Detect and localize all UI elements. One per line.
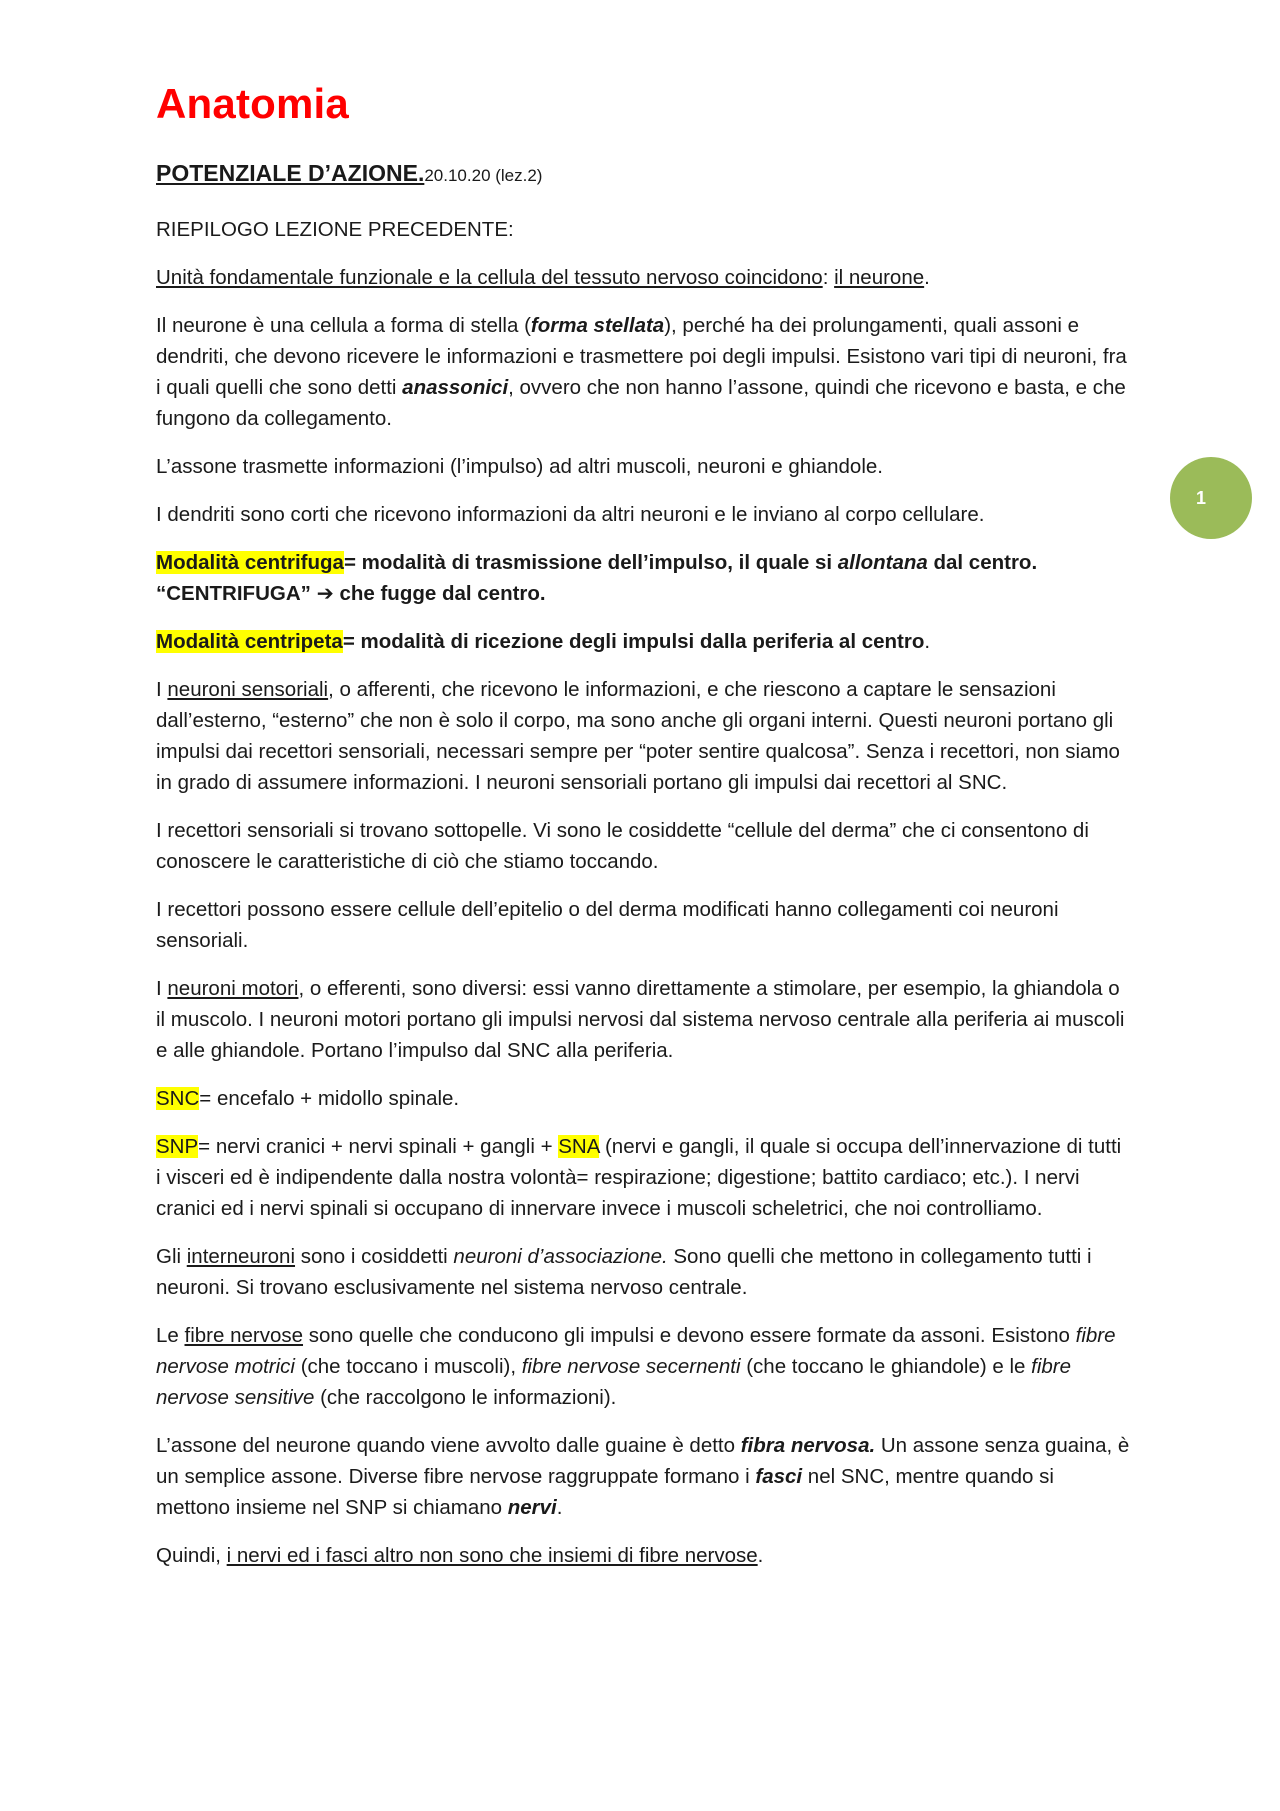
text-run: fasci [755,1465,803,1488]
text-run: (che toccano i muscoli), [295,1355,522,1378]
text-run: I dendriti sono corti che ricevono informazioni da altri neuroni e le inviano al corpo cellulare. [156,503,985,526]
paragraph [156,1241,1131,1303]
text-run: Quindi, [156,1544,227,1567]
paragraph [156,674,1131,798]
underlined-text: i nervi ed i fasci altro non sono che insiemi di fibre nervose [226,1544,758,1567]
lesson-heading [156,160,542,187]
highlighted-text: SNA [558,1135,600,1158]
paragraph [156,499,1131,530]
underlined-text: neuroni sensoriali [167,678,329,701]
text-run: I recettori sensoriali si trovano sottopelle. Vi sono le cosiddette “cellule del derma” che ci consentono di conoscere le caratteristiche di ciò che stiamo toccando. [156,819,1089,873]
text-run: nel SNC, mentre quando si mettono insieme nel SNP si chiamano [156,1465,1054,1519]
text-run: , o efferenti, sono diversi: essi vanno direttamente a stimolare, per esempio, la ghiandola o il muscolo. I neuroni motori portano gli impulsi nervosi dal sistema nervoso centrale alla periferia ai muscoli e alle ghiandole. Portano l’impulso dal SNC alla periferia. [156,977,1125,1062]
text-run: = modalità di trasmissione dell’impulso, il quale si [343,551,838,574]
text-run: Il neurone è una cellula a forma di stella ( [156,314,531,337]
page-number: 1 [1195,487,1206,508]
text-run: = nervi cranici + nervi spinali + gangli + [198,1135,559,1158]
text-run: sono quelle che conducono gli impulsi e devono essere formate da assoni. Esistono [303,1324,1076,1347]
document-body [156,214,1131,1588]
text-run: . [924,630,931,653]
text-run: forma stellata [530,314,665,337]
paragraph [156,547,1131,609]
paragraph [156,214,1131,245]
paragraph [156,973,1131,1066]
text-run: (che raccolgono le informazioni). [314,1386,617,1409]
highlighted-text: SNP [156,1135,199,1158]
lesson-heading-date: 20.10.20 (lez.2) [424,166,543,185]
text-run: = encefalo + midollo spinale. [199,1087,460,1110]
paragraph [156,262,1131,293]
text-run: . [757,1544,764,1567]
text-run: RIEPILOGO LEZIONE PRECEDENTE: [156,218,514,241]
text-run: allontana [837,551,928,574]
text-run: I [156,977,168,1000]
text-run: , o afferenti, che ricevono le informazioni, e che riescono a captare le sensazioni dall’esterno, “esterno” che non è solo il corpo, ma sono anche gli organi interni. Questi neuroni portano gli impulsi dai recettori sensoriali, necessari sempre per “poter sentire qualcosa”. Senza i recettori, non siamo in grado di assumere informazioni. I neuroni sensoriali portano gli impulsi dai recettori al SNC. [156,678,1120,794]
paragraph [156,1540,1131,1571]
text-run: “CENTRIFUGA” [156,582,317,605]
paragraph [156,894,1131,956]
paragraph [156,1131,1131,1224]
text-run: I [156,678,168,701]
underlined-text: il neurone [834,266,925,289]
text-run: Sono quelli che mettono in collegamento tutti i neuroni. Si trovano esclusivamente nel sistema nervoso centrale. [156,1245,1092,1299]
text-run: Un assone senza guaina, è un semplice assone. Diverse fibre nervose raggruppate formano i [156,1434,1130,1488]
text-run: fibra nervosa. [740,1434,876,1457]
text-run: ), perché ha dei prolungamenti, quali assoni e dendriti, che devono ricevere le informazioni e trasmettere poi degli impulsi. Esistono vari tipi di neuroni, fra i quali quelli che sono detti [156,314,1127,399]
text-run: Le [156,1324,185,1347]
paragraph [156,310,1131,434]
paragraph [156,451,1131,482]
text-run: . [556,1496,563,1519]
text-run: nervi [507,1496,557,1519]
text-run: fibre nervose motrici [156,1324,1116,1378]
text-run: anassonici [402,376,509,399]
text-run: sono i cosiddetti [295,1245,454,1268]
text-run: (che toccano le ghiandole) e le [740,1355,1032,1378]
underlined-text: interneuroni [186,1245,296,1268]
highlighted-text: SNC [156,1087,200,1110]
text-run: Gli [156,1245,187,1268]
highlighted-text: Modalità centrifuga [156,551,344,574]
document-title: Anatomia [156,80,349,127]
text-run: dal centro. [927,551,1038,574]
text-run: L’assone del neurone quando viene avvolto dalle guaine è detto [156,1434,741,1457]
text-run: = modalità di ricezione degli impulsi dalla periferia al centro [342,630,925,653]
underlined-text: Unità fondamentale funzionale e la cellula del tessuto nervoso coincidono [156,266,823,289]
text-run: . [924,266,930,289]
highlighted-text: Modalità centripeta [156,630,343,653]
text-run: I recettori possono essere cellule dell’epitelio o del derma modificati hanno collegamenti coi neuroni sensoriali. [156,898,1059,952]
underlined-text: fibre nervose [184,1324,304,1347]
text-run: , ovvero che non hanno l’assone, quindi che ricevono e basta, e che fungono da collegamento. [156,376,1126,430]
paragraph [156,1083,1131,1114]
text-run: fibre nervose secernenti [521,1355,741,1378]
page-number-badge [1170,457,1252,539]
paragraph [156,1320,1131,1413]
underlined-text: neuroni motori [167,977,299,1000]
paragraph [156,626,1131,657]
text-run: (nervi e gangli, il quale si occupa dell’innervazione di tutti i visceri ed è indipendente dalla nostra volontà= respirazione; digestione; battito cardiaco; etc.). I nervi cranici ed i nervi spinali si occupano di innervare invece i muscoli scheletrici, che noi controlliamo. [156,1135,1122,1220]
paragraph [156,1430,1131,1523]
text-run: ➔ [316,582,334,605]
text-run: che fugge dal centro. [333,582,546,605]
text-run: L’assone trasmette informazioni (l’impulso) ad altri muscoli, neuroni e ghiandole. [156,455,883,478]
text-run: neuroni d’associazione. [453,1245,668,1268]
paragraph [156,815,1131,877]
lesson-heading-title: POTENZIALE D’AZIONE. [156,160,425,186]
text-run: fibre nervose sensitive [156,1355,1072,1409]
text-run: : [822,266,835,289]
